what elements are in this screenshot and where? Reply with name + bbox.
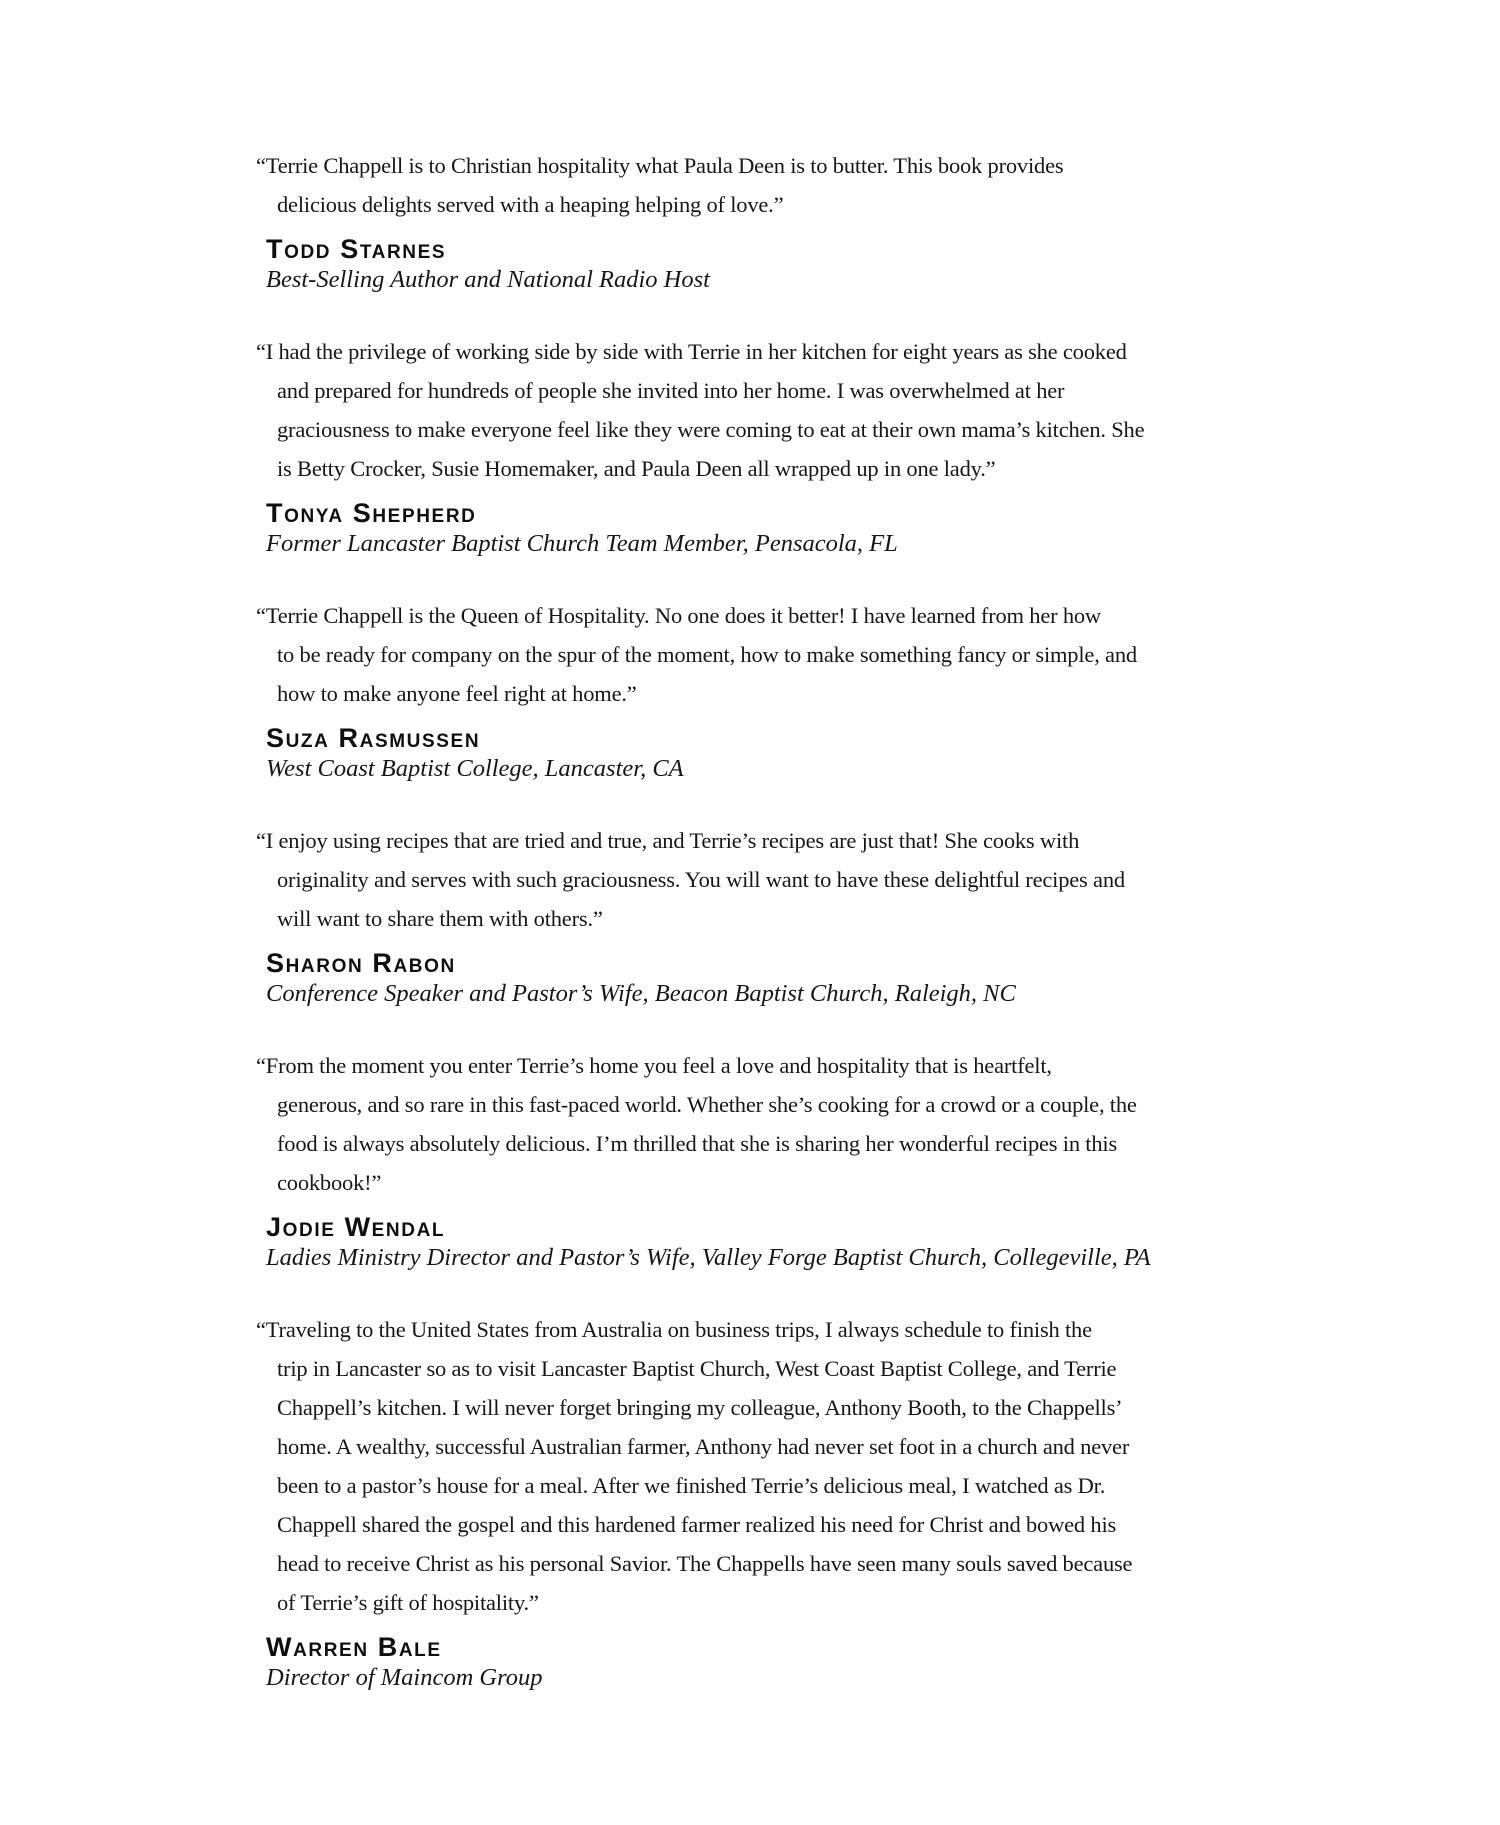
endorser-title: Director of Maincom Group <box>266 1664 543 1691</box>
quote-line: is Betty Crocker, Susie Homemaker, and Paula Deen all wrapped up in one lady.” <box>277 456 996 481</box>
quote-line: head to receive Christ as his personal Savior. The Chappells have seen many souls saved because <box>277 1551 1133 1576</box>
quote-text <box>256 146 1326 224</box>
quote-text <box>256 1046 1326 1202</box>
quote-line: Chappell’s kitchen. I will never forget bringing my colleague, Anthony Booth, to the Chappells’ <box>277 1395 1123 1420</box>
endorser-title: Former Lancaster Baptist Church Team Member, Pensacola, FL <box>266 530 898 557</box>
quote-line: generous, and so rare in this fast-paced world. Whether she’s cooking for a crowd or a couple, the <box>277 1092 1137 1117</box>
endorser-name: Todd Starnes <box>266 234 447 264</box>
quote-line: will want to share them with others.” <box>277 906 603 931</box>
quote-text <box>256 596 1326 713</box>
quote-line: been to a pastor’s house for a meal. After we finished Terrie’s delicious meal, I watched as Dr. <box>277 1473 1106 1498</box>
testimonial-block <box>256 596 1326 784</box>
testimonial-block <box>256 821 1326 1009</box>
endorser-name: Suza Rasmussen <box>266 723 481 753</box>
quote-line: graciousness to make everyone feel like they were coming to eat at their own mama’s kitchen. She <box>277 417 1145 442</box>
endorser-name: Tonya Shepherd <box>266 498 477 528</box>
endorser-name: Warren Bale <box>266 1632 442 1662</box>
quote-text <box>256 1310 1326 1622</box>
quote-line: delicious delights served with a heaping helping of love.” <box>277 192 784 217</box>
endorser-title: Best-Selling Author and National Radio Host <box>266 266 710 293</box>
quote-line: originality and serves with such graciousness. You will want to have these delightful recipes and <box>277 867 1125 892</box>
endorser-title: West Coast Baptist College, Lancaster, CA <box>266 755 684 782</box>
testimonial-block <box>256 1046 1326 1273</box>
quote-text <box>256 332 1326 488</box>
quote-line: to be ready for company on the spur of the moment, how to make something fancy or simple, and <box>277 642 1137 667</box>
testimonial-block <box>256 1310 1326 1693</box>
quote-line: trip in Lancaster so as to visit Lancaster Baptist Church, West Coast Baptist College, and Terrie <box>277 1356 1117 1381</box>
quote-line: “Traveling to the United States from Australia on business trips, I always schedule to finish the <box>256 1317 1092 1342</box>
quote-line: “From the moment you enter Terrie’s home you feel a love and hospitality that is heartfelt, <box>256 1053 1052 1078</box>
quote-line: home. A wealthy, successful Australian farmer, Anthony had never set foot in a church and never <box>277 1434 1130 1459</box>
quote-text <box>256 821 1326 938</box>
testimonial-block <box>256 146 1326 295</box>
quote-line: “I enjoy using recipes that are tried and true, and Terrie’s recipes are just that! She cooks with <box>256 828 1080 853</box>
quote-line: Chappell shared the gospel and this hardened farmer realized his need for Christ and bowed his <box>277 1512 1117 1537</box>
quote-line: and prepared for hundreds of people she invited into her home. I was overwhelmed at her <box>277 378 1065 403</box>
endorser-title: Conference Speaker and Pastor’s Wife, Beacon Baptist Church, Raleigh, NC <box>266 980 1016 1007</box>
endorser-name: Sharon Rabon <box>266 948 456 978</box>
endorser-name: Jodie Wendal <box>266 1212 446 1242</box>
quote-line: cookbook!” <box>277 1170 382 1195</box>
endorsements-list <box>256 146 1326 1730</box>
endorser-title: Ladies Ministry Director and Pastor’s Wife, Valley Forge Baptist Church, Collegeville, PA <box>266 1244 1151 1271</box>
quote-line: how to make anyone feel right at home.” <box>277 681 637 706</box>
quote-line: “Terrie Chappell is to Christian hospitality what Paula Deen is to butter. This book provides <box>256 153 1064 178</box>
quote-line: food is always absolutely delicious. I’m thrilled that she is sharing her wonderful recipes in this <box>277 1131 1118 1156</box>
quote-line: “Terrie Chappell is the Queen of Hospitality. No one does it better! I have learned from her how <box>256 603 1101 628</box>
testimonial-block <box>256 332 1326 559</box>
quote-line: of Terrie’s gift of hospitality.” <box>277 1590 539 1615</box>
quote-line: “I had the privilege of working side by side with Terrie in her kitchen for eight years as she cooked <box>256 339 1127 364</box>
